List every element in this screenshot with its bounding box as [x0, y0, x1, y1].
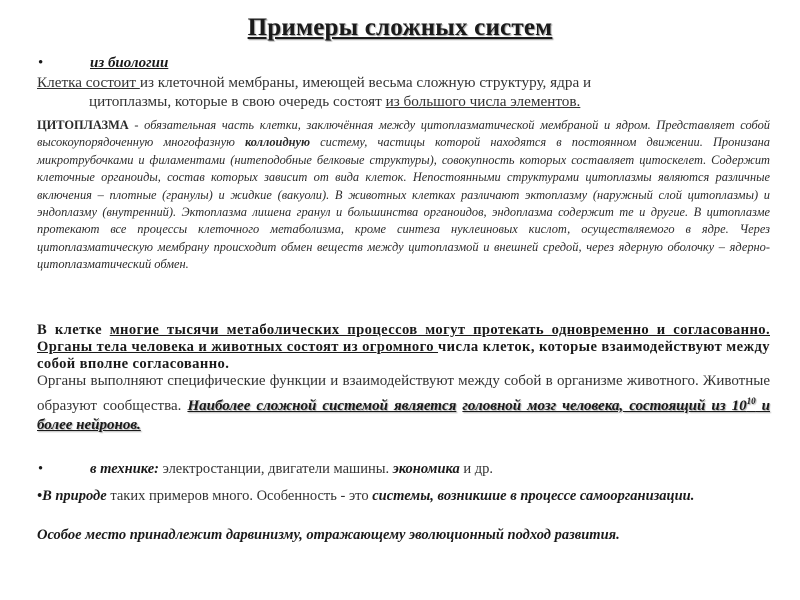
biology-heading: из биологии	[90, 55, 169, 71]
technology-heading: в технике:	[90, 461, 159, 477]
cytoplasm-text-1: - обязательная часть клетки, заключённая между цитоплазматической мембраной и ядром. Представляет собой высокоупорядоченную многофазную	[37, 118, 770, 150]
self-organization-emphasis: системы, возникшие в процессе самоорганизации.	[372, 488, 695, 504]
nature-heading: •В природе	[37, 488, 107, 504]
exponent: 10	[746, 395, 756, 406]
metabolism-underlined: многие тысячи метаболических процессов могут протекать одновременно и согласованно. Органы тела человека и животных состоят из огромного	[37, 322, 770, 355]
page-title: Примеры сложных систем	[247, 14, 553, 41]
colloid-term: коллоидную	[244, 135, 311, 150]
technology-bullet-item	[38, 461, 493, 478]
economy-term: экономика	[392, 461, 460, 477]
cell-line1-text: из клеточной мембраны, имеющей весьма сложную структуру, ядра и	[139, 74, 592, 91]
metabolism-lead: В клетке	[37, 322, 110, 338]
most-complex-system-emphasis: Наиболее сложной системой является	[187, 397, 457, 414]
cytoplasm-term: ЦИТОПЛАЗМА	[37, 118, 129, 132]
bullet-icon: •	[38, 461, 44, 477]
metabolism-rest: числа клеток, которые взаимодействуют между собой вполне согласованно.	[37, 339, 770, 372]
cell-consists-underlined: Клетка состоит	[37, 74, 140, 91]
nature-paragraph	[37, 487, 770, 507]
darwinism-statement: Особое место принадлежит дарвинизму, отражающему эволюционный подход развития.	[37, 527, 620, 543]
cytoplasm-paragraph	[37, 117, 770, 274]
organs-text: Органы выполняют специфические функции и взаимодействуют между собой в организме животного. Животные образуют сообщества.	[37, 373, 770, 414]
nature-text: таких примеров много. Особенность - это	[106, 488, 373, 504]
cell-line2-text: цитоплазмы, которые в свою очередь состоят	[89, 93, 386, 110]
organs-paragraph	[37, 372, 770, 436]
technology-text: электростанции, двигатели машины.	[158, 461, 393, 477]
metabolism-paragraph	[37, 322, 770, 373]
cell-sentence-line-1	[37, 74, 591, 92]
cell-sentence-line-2	[89, 93, 580, 111]
biology-bullet-item	[38, 55, 168, 72]
technology-tail: и др.	[459, 461, 494, 477]
brain-text: головной мозг человека, состоящий из 10	[462, 397, 747, 414]
many-elements-underlined: из большого числа элементов.	[385, 93, 581, 110]
bullet-icon: •	[38, 55, 44, 71]
neurons-text: и более нейронов.	[37, 397, 771, 433]
cytoplasm-text-2: систему, частицы которой находятся в постоянном движении. Пронизана микротрубочками и филаментами (нитеподобные белковые структуры), совокупность которых составляет цитоскелет. Содержит клеточные органоиды, состав которых зависит от вида клеток. Непостоянными структурами цитоплазмы являются различные включения – плотные (гранулы) и жидкие (вакуоли). В животных клетках различают эктоплазму (наружный слой цитоплазмы) и эндоплазму (внутренний). Эктоплазма лишена гранул и большинства органоидов, эндоплазма содержит те и другие. В цитоплазме протекают все процессы клеточного метаболизма, кроме синтеза нуклеиновых кислот, осуществляемого в ядре. Через цитоплазматическую мембрану происходит обмен веществ между цитоплазмой и внешней средой, через ядерную оболочку – ядерно-цитоплазматический обмен.	[37, 135, 771, 272]
